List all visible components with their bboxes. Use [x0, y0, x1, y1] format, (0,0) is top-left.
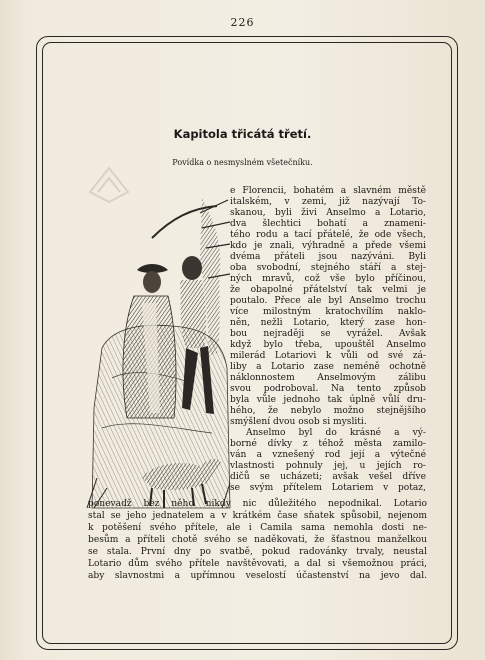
- chapter-subtitle: Povídka o nesmyslném všetečníku.: [172, 158, 313, 167]
- text-line: smýšlení dvou osob si mysliti.: [230, 417, 367, 427]
- text-line: liby a Lotario zase neméně ochotně: [230, 362, 426, 372]
- page-number: 226: [230, 16, 255, 29]
- text-line: milerád Lotariovi k vůli od své zá-: [230, 351, 426, 361]
- text-line: hého, že nebylo možno stejnějšího: [230, 406, 426, 416]
- text-line: stal se jeho jednatelem a v krátkém čase sňatek spůsobil, nejenom: [88, 511, 427, 521]
- text-line: e Florencii, bohatém a slavném městě: [230, 186, 426, 196]
- engraving-illustration: [82, 178, 232, 518]
- text-line: poutalo. Přece ale byl Anselmo trochu: [230, 296, 426, 306]
- text-line: borné dívky z téhož města zamilo-: [230, 439, 426, 449]
- text-line: dičů se ucházeti; avšak vešel dříve: [230, 472, 426, 482]
- text-line: když bylo třeba, upouštěl Anselmo: [230, 340, 426, 350]
- text-line: oba svobodní, stejného stáří a stej-: [230, 263, 426, 273]
- text-line: tého rodu a tací přátelé, že ode všech,: [230, 230, 426, 240]
- text-line: se svým přítelem Lotariem v potaz,: [230, 483, 426, 493]
- text-line: dva šlechtici bohatí a znameni-: [230, 219, 426, 229]
- text-line: byla vůle jednoho tak úplně vůlí dru-: [230, 395, 426, 405]
- text-line: vlastnosti pohnuly jej, u jejích ro-: [230, 461, 426, 471]
- text-line: skanou, byli živi Anselmo a Lotario,: [230, 208, 426, 218]
- text-line: k potěšení svého přítele, ale i Camila sama nemohla dosti ne-: [88, 523, 427, 533]
- text-line: aby slavnostmi a upřímnou veselostí účastenství na jevo dal.: [88, 571, 427, 581]
- text-line: dvéma přáteli jsou nazýváni. Byli: [230, 252, 426, 262]
- text-line: Anselmo byl do krásné a vý-: [246, 428, 426, 438]
- text-line: italském, v zemi, již nazývají To-: [230, 197, 426, 207]
- text-line: kdo je znali, výhradně a přede všemi: [230, 241, 426, 251]
- chapter-title: Kapitola třicátá třetí.: [173, 127, 312, 141]
- text-line: bou nejraději se vyrážel. Avšak: [230, 329, 426, 339]
- text-line: svou podroboval. Na tento způsob: [230, 384, 426, 394]
- text-line: něn, nežli Lotario, který zase hon-: [230, 318, 426, 328]
- text-line: že obapolné přátelství tak velmi je: [230, 285, 426, 295]
- text-line: ných mravů, což vše bylo příčinou,: [230, 274, 426, 284]
- text-line: ponevadž bez něho nikdy nic důležitého nepodnikal. Lotario: [88, 499, 427, 509]
- text-line: Lotario dům svého přítele navštěvovati, a dal si všemožnou práci,: [88, 559, 427, 569]
- text-line: více milostným kratochvílím naklo-: [230, 307, 426, 317]
- text-line: ván a vznešený rod její a výtečné: [230, 450, 426, 460]
- text-line: se stala. První dny po svatbě, pokud radovánky trvaly, neustal: [88, 547, 427, 557]
- text-line: besům a příteli chotě svého se naděkovati, že šťastnou manželkou: [88, 535, 427, 545]
- text-line: náklonnostem Anselmovým zálibu: [230, 373, 426, 383]
